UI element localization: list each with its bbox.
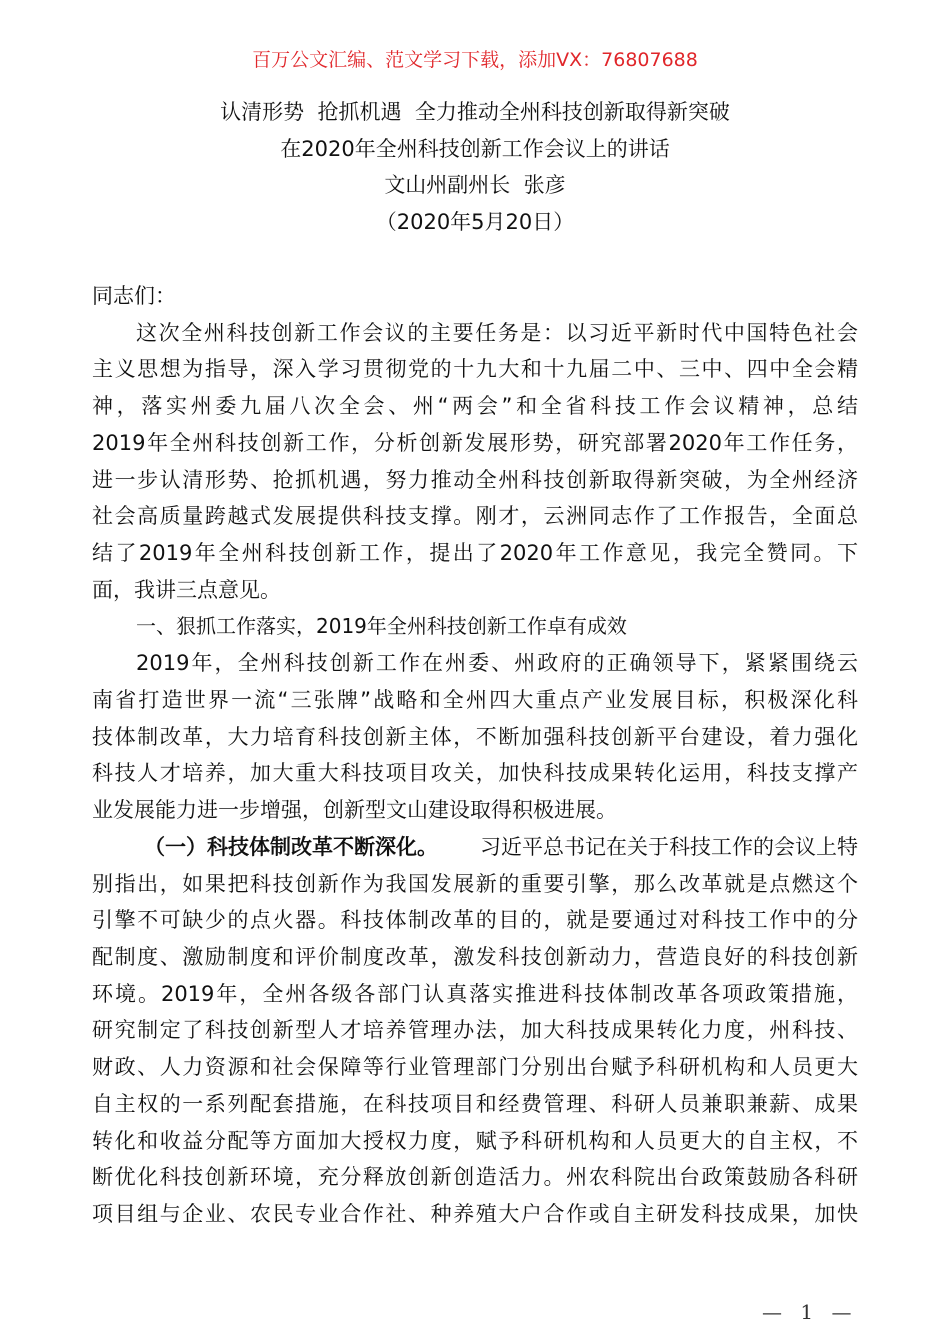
text-line: 技体制改革，大力培育科技创新主体，不断加强科技创新平台建设，着力强化 — [92, 724, 858, 749]
text-line: 南省打造世界一流“三张牌”战略和全州四大重点产业发展目标，积极深化科 — [92, 687, 858, 712]
text-line: 业发展能力进一步增强，创新型文山建设取得积极进展。 — [92, 798, 617, 823]
text-line: 自主权的一系列配套措施，在科技项目和经费管理、科研人员兼职兼薪、成果 — [92, 1091, 858, 1116]
paragraph-1 — [92, 315, 858, 609]
document-subtitle: 在2020年全州科技创新工作会议上的讲话 — [280, 136, 670, 161]
text-line: 引擎不可缺少的点火器。科技体制改革的目的，就是要通过对科技工作中的分 — [92, 908, 858, 933]
text-line: 2019年，全州科技创新工作在州委、州政府的正确领导下，紧紧围绕云 — [136, 651, 858, 676]
document-title-block — [0, 94, 950, 241]
text-line: 别指出，如果把科技创新作为我国发展新的重要引擎，那么改革就是点燃这个 — [92, 871, 858, 896]
document-author: 文山州副州长 张彦 — [384, 173, 566, 198]
text-line: 科技人才培养，加大重大科技项目攻关，加快科技成果转化运用，科技支撑产 — [92, 761, 858, 786]
text-line — [92, 829, 858, 866]
text-line: 配制度、激励制度和评价制度改革，激发科技创新动力，营造良好的科技创新 — [92, 944, 858, 969]
text-line: 财政、人力资源和社会保障等行业管理部门分别出台赋予科研机构和人员更大 — [92, 1055, 858, 1080]
text-line: 2019年全州科技创新工作，分析创新发展形势，研究部署2020年工作任务， — [92, 430, 858, 455]
text-line: 主义思想为指导，深入学习贯彻党的十九大和十九届二中、三中、四中全会精 — [92, 357, 858, 382]
paragraph-3 — [92, 829, 858, 1233]
text-line: 这次全州科技创新工作会议的主要任务是：以习近平新时代中国特色社会 — [136, 320, 858, 345]
text-line: 神，落实州委九届八次全会、州“两会”和全省科技工作会议精神，总结 — [92, 394, 858, 419]
text-line: 结了2019年全州科技创新工作，提出了2020年工作意见，我完全赞同。下 — [92, 541, 858, 566]
text-line: 进一步认清形势、抢抓机遇，努力推动全州科技创新取得新突破，为全州经济 — [92, 467, 858, 492]
document-body — [92, 278, 858, 1233]
text-line: 项目组与企业、农民专业合作社、种养殖大户合作或自主研发科技成果，加快 — [92, 1201, 858, 1226]
subsection-heading: （一）科技体制改革不断深化。 — [144, 834, 438, 859]
document-date: （2020年5月20日） — [375, 210, 575, 235]
text-segment: 习近平总书记在关于科技工作的会议上特 — [480, 834, 858, 859]
text-line: 研究制定了科技创新型人才培养管理办法，加大科技成果转化力度，州科技、 — [92, 1018, 858, 1043]
section-heading: 一、狠抓工作落实，2019年全州科技创新工作卓有成效 — [136, 614, 627, 639]
watermark-banner: 百万公文汇编、范文学习下载，添加VX：76807688 — [252, 49, 698, 71]
salutation: 同志们： — [92, 284, 176, 308]
page-number: — 1 — — [762, 1300, 858, 1324]
text-line: 环境。2019年，全州各级各部门认真落实推进科技体制改革各项政策措施， — [92, 981, 858, 1006]
text-line: 社会高质量跨越式发展提供科技支撑。刚才，云洲同志作了工作报告，全面总 — [92, 504, 858, 529]
text-line: 转化和收益分配等方面加大授权力度，赋予科研机构和人员更大的自主权，不 — [92, 1128, 858, 1153]
document-title: 认清形势 抢抓机遇 全力推动全州科技创新取得新突破 — [220, 100, 730, 124]
paragraph-2 — [92, 645, 858, 829]
text-line: 面，我讲三点意见。 — [92, 577, 281, 602]
text-line: 断优化科技创新环境，充分释放创新创造活力。州农科院出台政策鼓励各科研 — [92, 1165, 858, 1190]
